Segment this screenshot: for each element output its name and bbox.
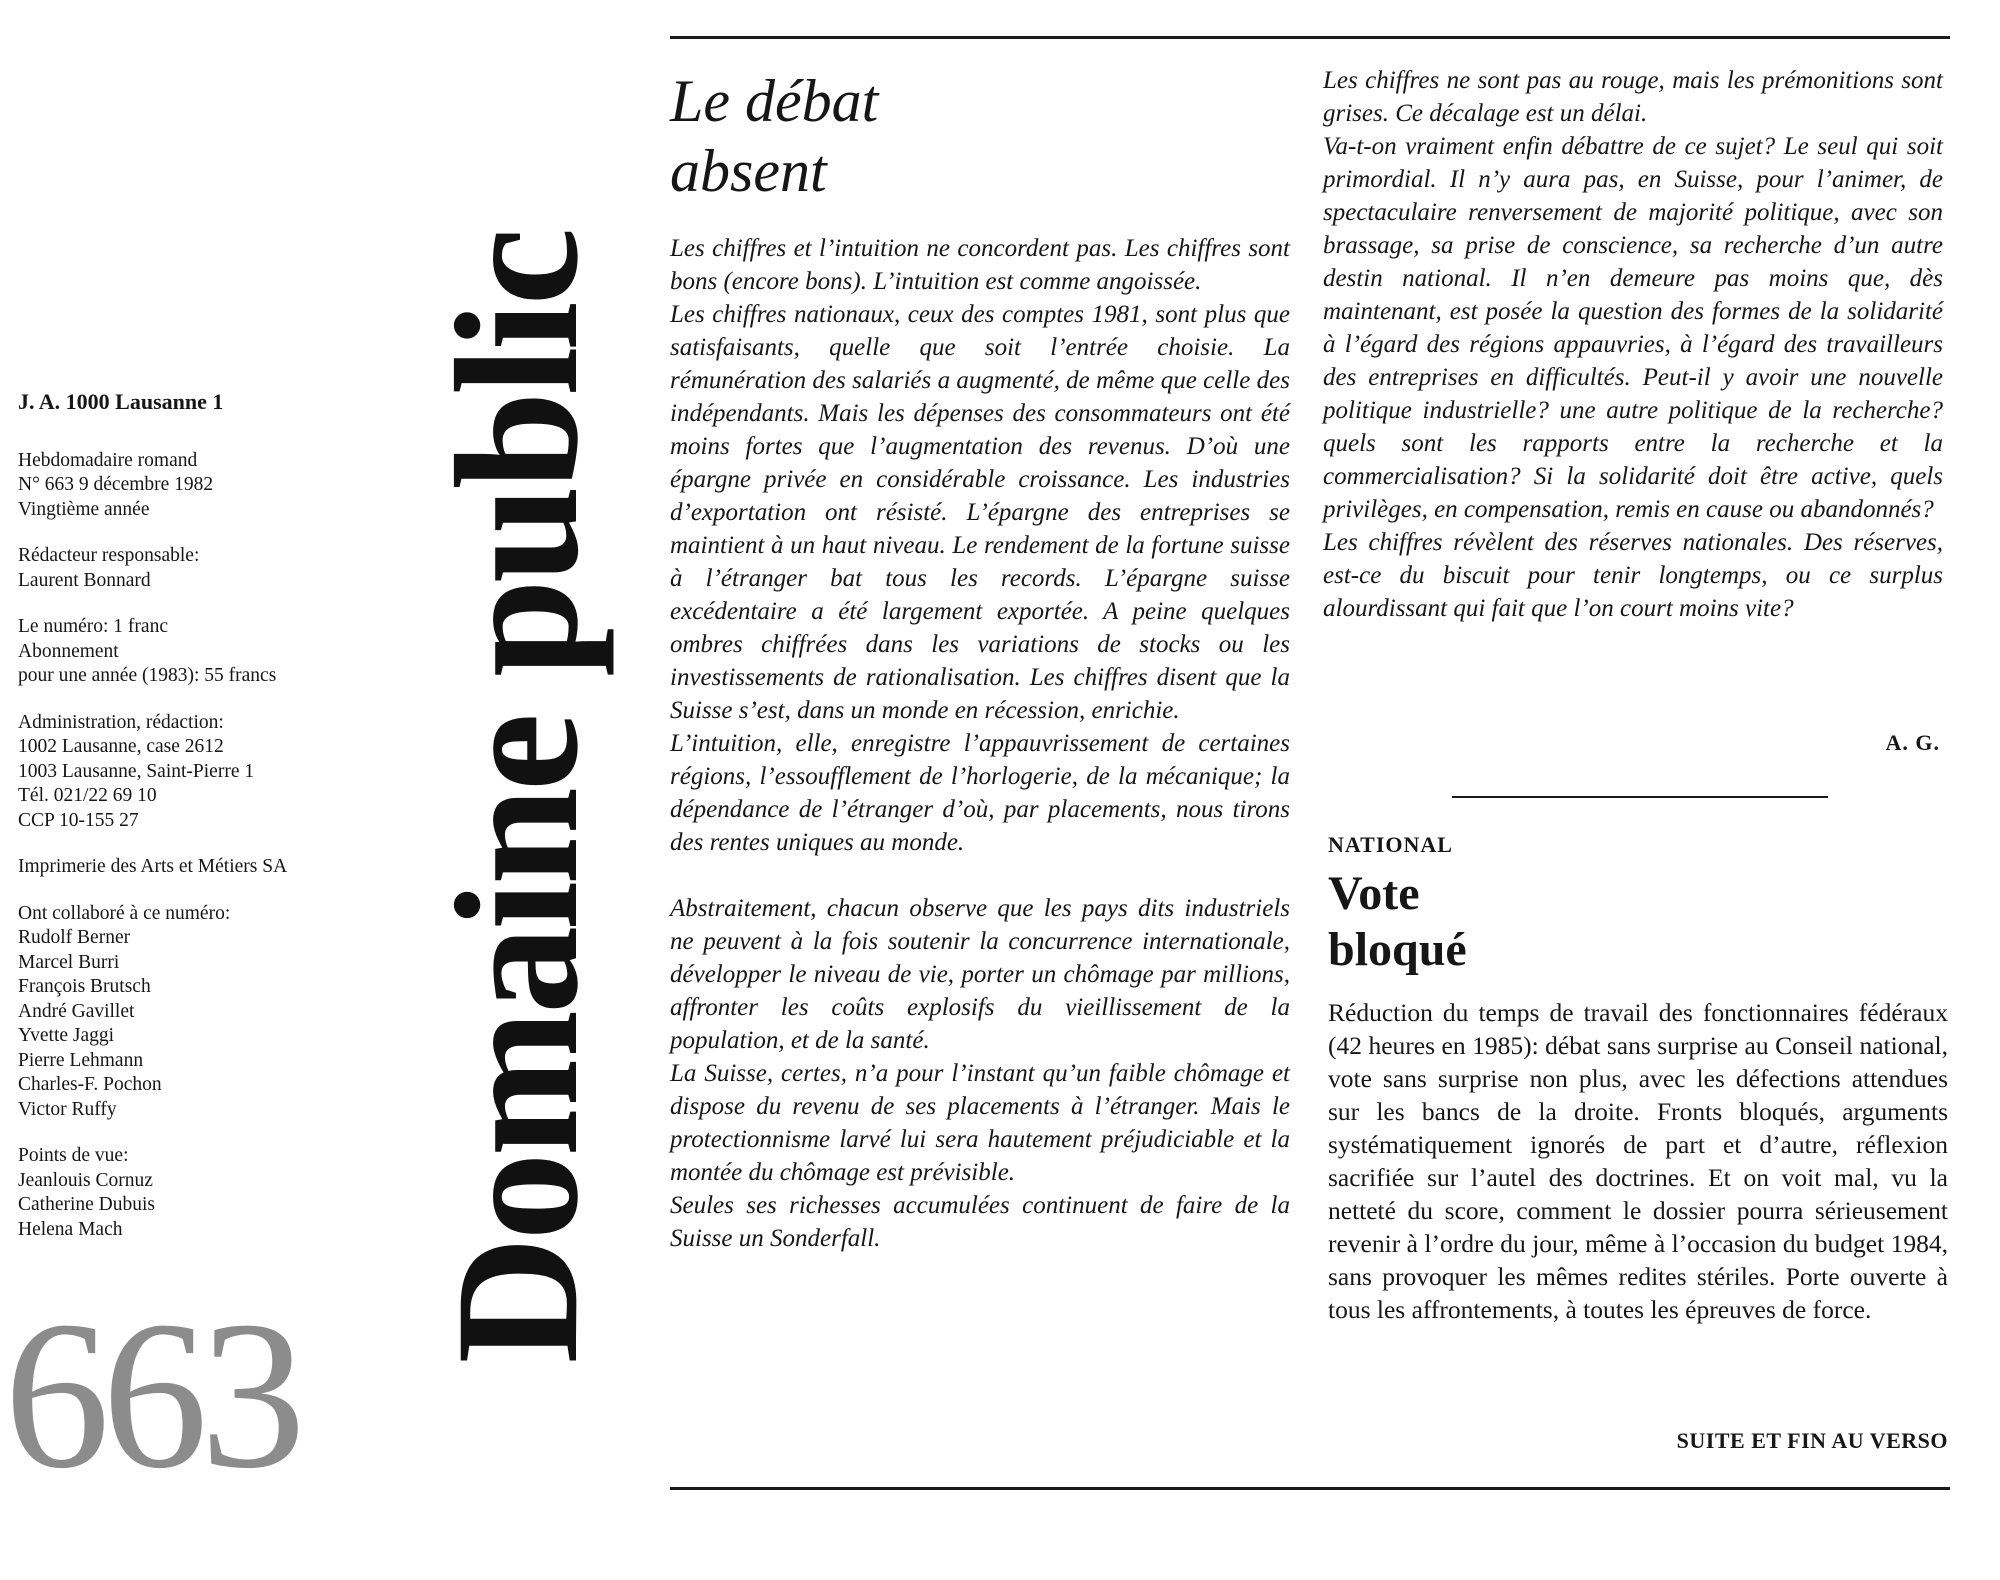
printer-info: Imprimerie des Arts et Métiers SA [18, 856, 288, 877]
viewpoints-list: Points de vue: Jeanlouis Cornuz Catherine Dubuis Helena Mach [18, 1145, 156, 1240]
editorial-paragraph: Les chiffres et l’intuition ne concordent pas. Les chiffres sont bons (encore bons). L’intuition est comme angoissée. [670, 235, 1290, 295]
contributors-list: Ont collaboré à ce numéro: Rudolf Berner Marcel Burri François Brutsch André Gavillet Yvette Jaggi Pierre Lehmann Charles-F. Pochon Victor Ruffy [18, 902, 231, 1120]
editorial-paragraph: L’intuition, elle, enregistre l’appauvrissement de certaines régions, l’essoufflement de l’horlogerie, de la mécanique; la dépendance de l’étranger d’où, par placements, nous tirons des rentes uniques au monde. [670, 730, 1290, 856]
article-title: Vote bloqué [1328, 867, 1467, 976]
issue-number: 663 [4, 1277, 298, 1512]
editorial-paragraph: Les chiffres ne sont pas au rouge, mais les prémonitions sont grises. Ce décalage est un délai. [1323, 67, 1943, 127]
editorial-paragraph: Seules ses richesses accumulées continuent de faire de la Suisse un Sonderfall. [670, 1192, 1290, 1252]
top-rule [670, 36, 1950, 39]
paper-title: Domaine public [420, 231, 615, 1364]
editorial-title: Le débat absent [670, 68, 879, 204]
article-body: Réduction du temps de travail des fonctionnaires fédéraux (42 heures en 1985): débat sans surprise au Conseil national, vote sans surprise non plus, avec les défections attendues sur les bancs de la droite. Fronts bloqués, arguments systématiquement ignorés de part et d’autre, réflexion sacrifiée sur l’autel des doctrines. Et on voit mal, vu la netteté du score, comment le dossier pourra sérieusement revenir à l’ordre du jour, même à l’occasion du budget 1984, sans provoquer les mêmes redites stériles. Porte ouverte à tous les affrontements, à toutes les épreuves de force. [1328, 998, 1948, 1324]
continued-note: SUITE ET FIN AU VERSO [1676, 1428, 1948, 1453]
editor-info: Rédacteur responsable: Laurent Bonnard [18, 545, 200, 591]
publication-info: Hebdomadaire romand N° 663 9 décembre 1982 Vingtième année [18, 449, 214, 520]
editorial-paragraph: Les chiffres révèlent des réserves nationales. Des réserves, est-ce du biscuit pour tenir longtemps, ou ce surplus alourdissant qui fait que l’on court moins vite? [1323, 529, 1943, 622]
price-info: Le numéro: 1 franc Abonnement pour une année (1983): 55 francs [18, 616, 277, 686]
mail-line: J. A. 1000 Lausanne 1 [18, 389, 224, 414]
editorial-paragraph: La Suisse, certes, n’a pour l’instant qu’un faible chômage et dispose du revenu de ses placements à l’étranger. Mais le protectionnisme larvé lui sera hautement préjudiciable et la montée du chômage est prévisible. [670, 1060, 1290, 1186]
section-divider [1452, 796, 1828, 798]
masthead-column [18, 390, 398, 1264]
paper-title-wrapper [420, 100, 615, 1495]
editorial-column-1 [670, 232, 1290, 1255]
editorial-paragraph: Va-t-on vraiment enfin débattre de ce sujet? Le seul qui soit primordial. Il n’y aura pas, en Suisse, pour l’animer, de spectaculaire renversement de majorité politique, avec son brassage, sa prise de conscience, sa recherche d’un autre destin national. Il n’en demeure pas moins que, dès maintenant, est posée la question des formes de la solidarité à l’égard des régions appauvries, à l’égard des travailleurs des entreprises en difficultés. Peut-il y avoir une nouvelle politique industrielle? une autre politique de la recherche? quels sont les rapports entre la recherche et la commercialisation? Si la solidarité doit être active, quels privilèges, en compensation, remis en cause ou abandonnés? [1323, 133, 1943, 523]
section-rubric: NATIONAL [1328, 832, 1453, 857]
editorial-column-2 [1323, 64, 1943, 625]
editorial-paragraph: Les chiffres nationaux, ceux des comptes 1981, sont plus que satisfaisants, quelle que soit l’entrée choisie. La rémunération des salariés a augmenté, de même que celle des indépendants. Mais les dépenses des consommateurs ont été moins fortes que l’augmentation des revenus. D’où une épargne privée en considérable croissance. Les industries d’exportation ont résisté. L’épargne des entreprises se maintient à un haut niveau. Le rendement de la fortune suisse à l’étranger bat tous les records. L’épargne suisse excédentaire a été largement exportée. A peine quelques ombres chiffrées dans les variations de stocks ou les investissements de rationalisation. Les chiffres disent que la Suisse s’est, dans un monde en récession, enrichie. [670, 301, 1290, 724]
editorial-paragraph: Abstraitement, chacun observe que les pays dits industriels ne peuvent à la fois soutenir la concurrence internationale, développer le niveau de vie, porter un chômage par millions, affronter les coûts explosifs du vieillissement de la population, et de la santé. [670, 895, 1290, 1054]
bottom-rule [670, 1487, 1950, 1490]
admin-info: Administration, rédaction: 1002 Lausanne, case 2612 1003 Lausanne, Saint-Pierre 1 Tél. 021/22 69 10 CCP 10-155 27 [18, 711, 255, 831]
editorial-signature: A. G. [1885, 730, 1940, 755]
